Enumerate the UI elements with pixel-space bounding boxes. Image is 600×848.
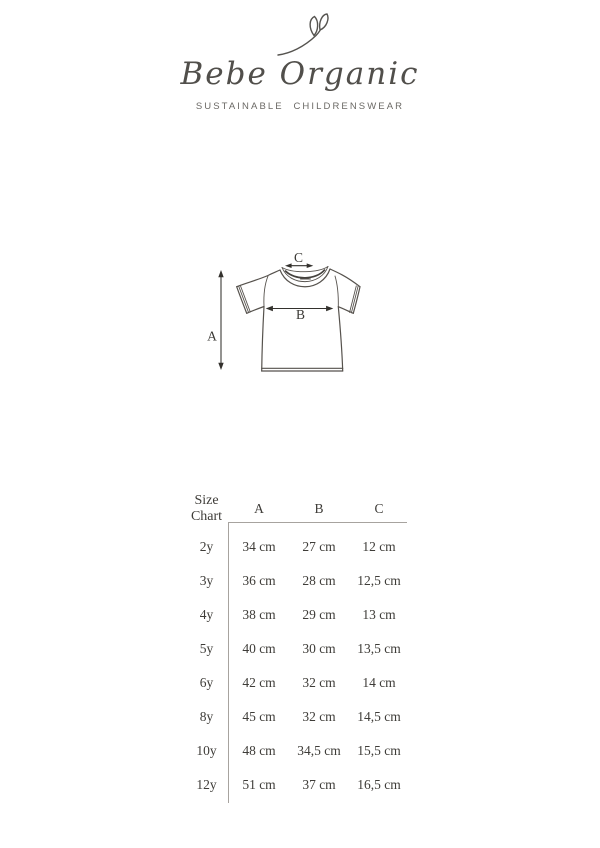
size-label: 3y bbox=[199, 573, 214, 588]
column-header-c: C bbox=[374, 501, 384, 516]
measurement-a-value: 45 cm bbox=[242, 709, 276, 724]
measurement-c-value: 15,5 cm bbox=[357, 743, 401, 758]
measurement-label-b: B bbox=[295, 307, 306, 322]
measurement-a-value: 34 cm bbox=[242, 539, 276, 554]
size-chart-title: Size Chart bbox=[190, 492, 223, 524]
measurement-a-value: 36 cm bbox=[242, 573, 276, 588]
measurement-b-value: 34,5 cm bbox=[297, 743, 341, 758]
measurement-c-value: 16,5 cm bbox=[357, 777, 401, 792]
size-chart-table bbox=[185, 488, 410, 802]
tshirt-measurement-diagram bbox=[200, 240, 380, 390]
measurement-a-value: 48 cm bbox=[242, 743, 276, 758]
brand-name: Bebe Organic bbox=[180, 56, 420, 92]
size-label: 4y bbox=[199, 607, 214, 622]
leaf-branch-icon bbox=[276, 12, 330, 58]
measurement-b-value: 29 cm bbox=[302, 607, 336, 622]
measurement-b-value: 28 cm bbox=[302, 573, 336, 588]
measurement-a-value: 40 cm bbox=[242, 641, 276, 656]
size-label: 10y bbox=[196, 743, 217, 758]
column-header-b: B bbox=[314, 501, 324, 516]
measurement-c-value: 14 cm bbox=[362, 675, 396, 690]
measurement-b-value: 32 cm bbox=[302, 675, 336, 690]
measurement-c-value: 14,5 cm bbox=[357, 709, 401, 724]
size-label: 2y bbox=[199, 539, 214, 554]
measurement-label-a: A bbox=[207, 328, 217, 344]
measurement-b-value: 27 cm bbox=[302, 539, 336, 554]
measurement-b-value: 30 cm bbox=[302, 641, 336, 656]
brand-tagline: SUSTAINABLE CHILDRENSWEAR bbox=[195, 101, 405, 112]
measurement-a-value: 42 cm bbox=[242, 675, 276, 690]
measurement-b-value: 32 cm bbox=[302, 709, 336, 724]
measurement-c-value: 13,5 cm bbox=[357, 641, 401, 656]
measurement-a-value: 51 cm bbox=[242, 777, 276, 792]
size-label: 12y bbox=[196, 777, 217, 792]
size-label: 6y bbox=[199, 675, 214, 690]
measurement-a-value: 38 cm bbox=[242, 607, 276, 622]
measurement-b-value: 37 cm bbox=[302, 777, 336, 792]
column-header-a: A bbox=[254, 501, 264, 516]
size-label: 5y bbox=[199, 641, 214, 656]
measurement-label-c: C bbox=[293, 250, 304, 265]
measurement-c-value: 12 cm bbox=[362, 539, 396, 554]
measurement-arrow-a bbox=[218, 270, 223, 370]
measurement-c-value: 13 cm bbox=[362, 607, 396, 622]
size-label: 8y bbox=[199, 709, 214, 724]
measurement-c-value: 12,5 cm bbox=[357, 573, 401, 588]
